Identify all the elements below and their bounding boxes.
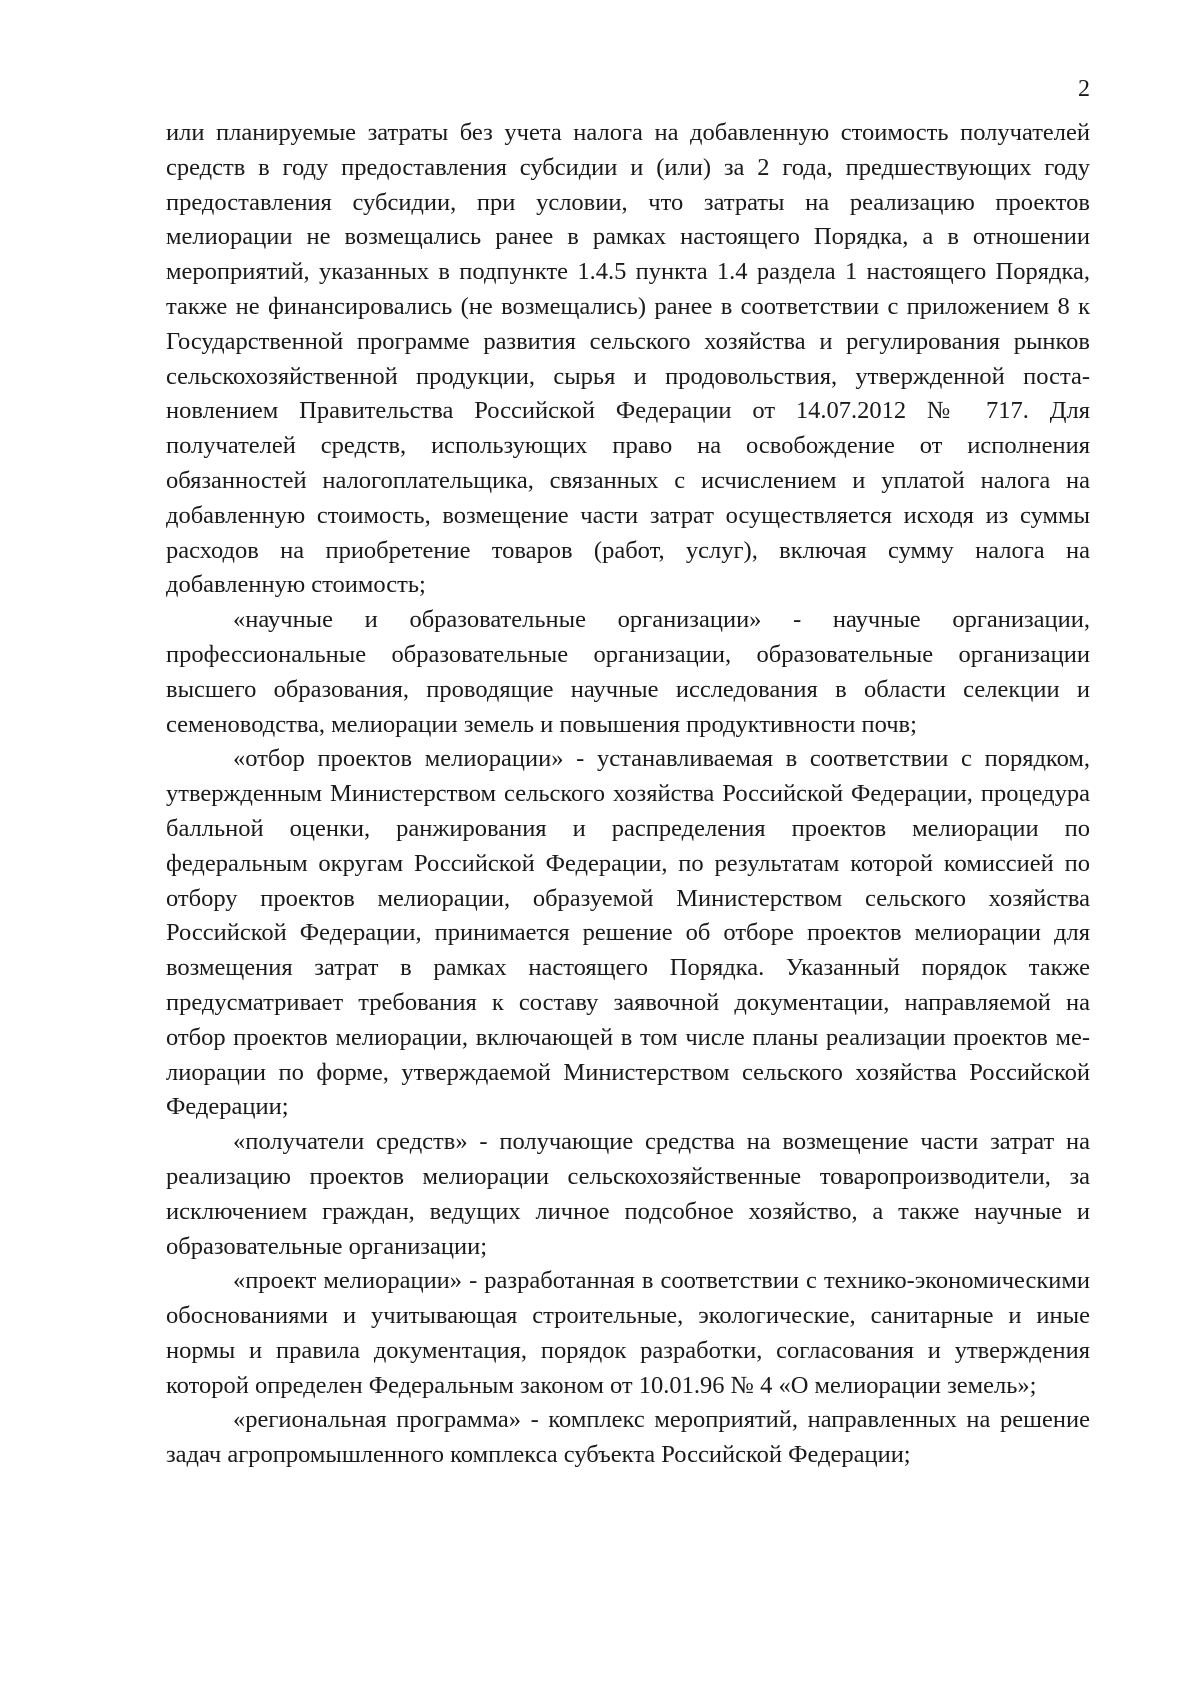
page-number: 2	[1078, 76, 1090, 102]
paragraph-project-selection: «отбор проектов мелиорации» - устанавливаемая в соответствии с порядком, утвержденным Министерством сельского хозяйства Российской Федерации, процедура балльной оценки, ранжирования и распределения проектов мелиорации по федеральным округам Российской Федерации, по результатам которой комиссией по отбору проектов мелиорации, образуемой Министерством сельского хозяйства Российской Федерации, принимается решение об отборе проектов мелиорации для возмещения затрат в рамках настоящего Порядка. Указанный порядок также предусматривает требования к составу заявочной документации, направляемой на отбор проектов мелиорации, включающей в том числе планы реализации проектов мелиорации по форме, утверждаемой Министерством сельского хозяйства Российской Федерации;	[166, 745, 1090, 1121]
paragraph-melioration-project: «проект мелиорации» - разработанная в соответствии с технико-экономическими обоснованиями и учитывающая строительные, экологические, санитарные и иные нормы и правила документация, порядок разработки, согласования и утверждения которой определен Федеральным законом от 10.01.96 № 4 «О мелиорации земель»;	[166, 1267, 1090, 1399]
document-body	[166, 116, 1090, 1473]
paragraph-scientific-organizations: «научные и образовательные организации» - научные организации, профессиональные образовательные организации, образовательные организации высшего образования, проводящие научные исследования в области селекции и семеноводства, мелиорации земель и повышения продуктивности почв;	[166, 606, 1090, 738]
paragraph-regional-program: «региональная программа» - комплекс мероприятий, направленных на решение задач агропромышленного комплекса субъекта Российской Федерации;	[166, 1406, 1090, 1469]
paragraph-costs-definition: или планируемые затраты без учета налога на добавленную стоимость получателей средств в году предоставления субсидии и (или) за 2 года, предшествующих году предоставления субсидии, при условии, что затраты на реализацию проектов мелиорации не возмещались ранее в рамках настоящего Порядка, а в отношении мероприятий, указанных в подпункте 1.4.5 пункта 1.4 раздела 1 настоящего Порядка, также не финансировались (не возмещались) ранее в соответствии с приложением 8 к Государственной программе развития сельского хозяйства и регулирования рынков сельскохозяйственной продукции, сырья и продовольствия, утвержденной постановлением Правительства Российской Федерации от 14.07.2012 № 717. Для получателей средств, использующих право на освобождение от исполнения обязанностей налогоплательщика, связанных с исчислением и уплатой налога на добавленную стоимость, возмещение части затрат осуществляется исходя из суммы расходов на приобретение товаров (работ, услуг), включая сумму налога на добавленную стоимость;	[166, 119, 1090, 599]
paragraph-recipients: «получатели средств» - получающие средства на возмещение части затрат на реализацию проектов мелиорации сельскохозяйственные товаропроизводители, за исключением граждан, ведущих личное подсобное хозяйство, а также научные и образовательные организации;	[166, 1128, 1090, 1260]
